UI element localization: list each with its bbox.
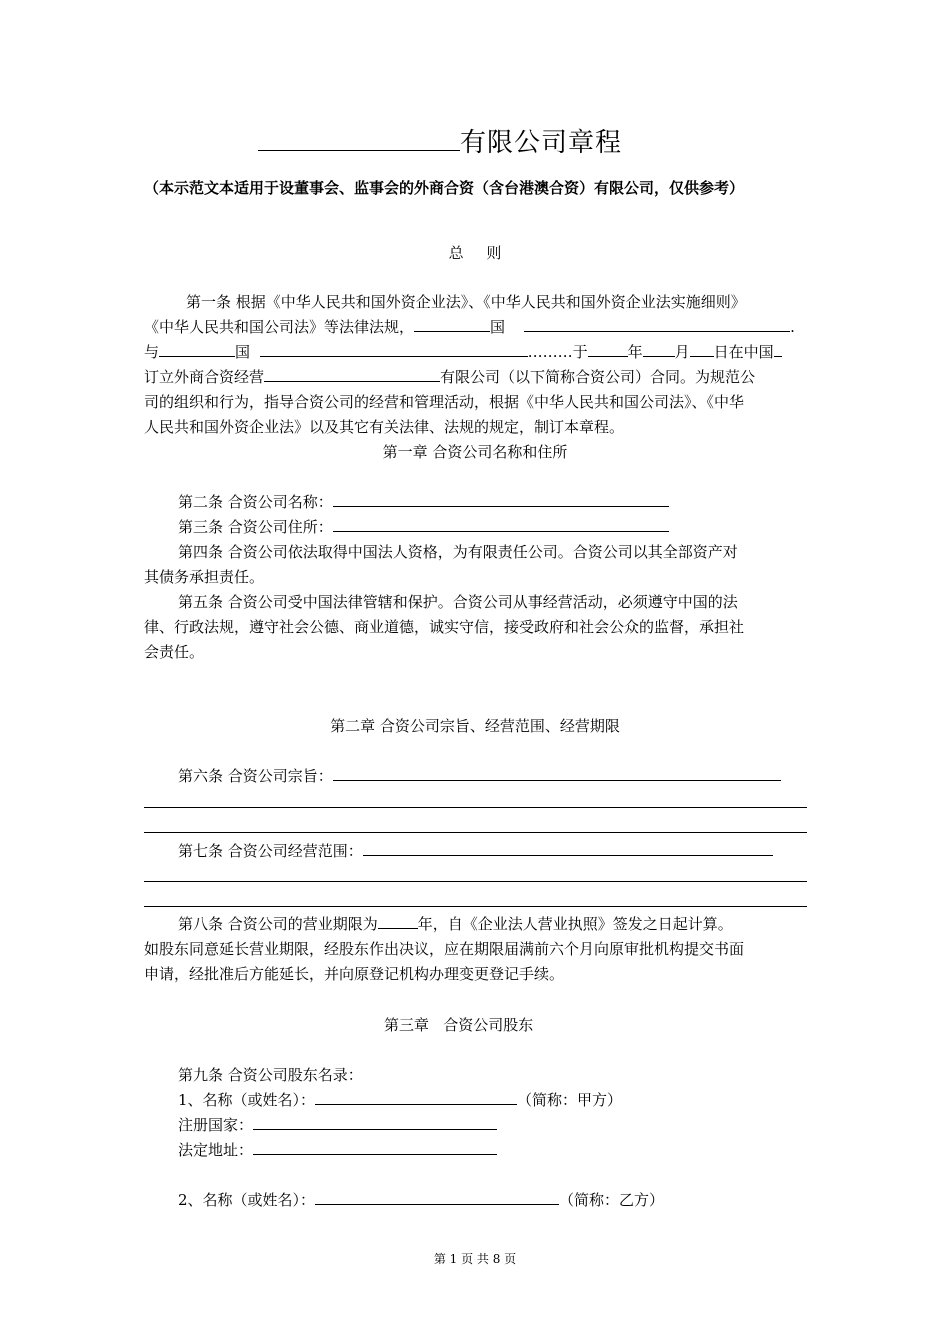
shareholder-2-name-field <box>315 1190 559 1205</box>
article-3: 第三条 合资公司住所： <box>178 516 669 538</box>
party-blank <box>524 317 790 332</box>
scope-field <box>363 841 773 856</box>
document-title: 有限公司章程 <box>258 112 622 159</box>
article-8-line-2: 如股东同意延长营业期限，经股东作出决议，应在期限届满前六个月向原审批机构提交书面 <box>144 940 745 958</box>
company-blank <box>264 367 440 382</box>
article-9: 第九条 合资公司股东名录： <box>178 1066 363 1084</box>
article-8-line-3: 申请，经批准后方能延长，并向原登记机构办理变更登记手续。 <box>144 965 565 983</box>
article-8-line-1: 第八条 合资公司的营业期限为 年，自《企业法人营业执照》签发之日起计算。 <box>178 915 733 933</box>
shareholder-1-address-field <box>253 1140 497 1155</box>
article-2: 第二条 合资公司名称： <box>178 491 669 513</box>
document-subtitle: （本示范文本适用于设董事会、监事会的外商合资（含台港澳合资）有限公司，仅供参考） <box>144 179 745 197</box>
article-1-line-1: 第一条 根据《中华人民共和国外资企业法》、《中华人民共和国外资企业法实施细则》 <box>186 293 746 311</box>
shareholder-1-country: 注册国家： <box>178 1114 497 1136</box>
chapter-3-heading: 第三章 合资公司股东 <box>384 1016 534 1034</box>
article-5-line-3: 会责任。 <box>144 643 205 661</box>
scope-line <box>144 906 807 907</box>
day-blank <box>690 342 714 357</box>
scope-line <box>144 881 807 882</box>
article-1-line-5: 司的组织和行为，指导合资公司的经营和管理活动，根据《中华人民共和国公司法》、《中华 <box>144 393 745 411</box>
chapter-2-heading: 第二章 合资公司宗旨、经营范围、经营期限 <box>330 717 620 735</box>
purpose-field <box>333 766 781 781</box>
purpose-line <box>144 807 807 808</box>
article-7: 第七条 合资公司经营范围： <box>178 840 773 862</box>
article-1-line-3: 与 国 ………于 年 月 日在中国 <box>144 341 782 363</box>
article-5-line-1: 第五条 合资公司受中国法律管辖和保护。合资公司从事经营活动，必须遵守中国的法 <box>178 593 738 611</box>
article-4-line-2: 其债务承担责任。 <box>144 568 265 586</box>
shareholder-2-name: 2、名称（或姓名）： （简称：乙方） <box>178 1191 665 1209</box>
article-1-line-2: 《中华人民共和国公司法》等法律法规， 国 . <box>144 318 795 336</box>
chapter-1-heading: 第一章 合资公司名称和住所 <box>382 443 568 461</box>
article-4-line-1: 第四条 合资公司依法取得中国法人资格，为有限责任公司。合资公司以其全部资产对 <box>178 543 738 561</box>
term-years-blank <box>378 914 418 929</box>
shareholder-1-address: 法定地址： <box>178 1139 497 1161</box>
country-blank <box>414 317 490 332</box>
article-5-line-2: 律、行政法规，遵守社会公德、商业道德，诚实守信，接受政府和社会公众的监督，承担社 <box>144 618 745 636</box>
year-blank <box>588 342 628 357</box>
section-heading-general: 总 则 <box>448 244 502 262</box>
purpose-line <box>144 832 807 833</box>
company-name-field <box>333 492 669 507</box>
country-blank <box>159 342 235 357</box>
article-1-line-4: 订立外商合资经营 有限公司（以下简称合资公司）合同。为规范公 <box>144 368 756 386</box>
shareholder-1-country-field <box>253 1115 497 1130</box>
shareholder-1-name-field <box>315 1090 517 1105</box>
party-blank <box>260 342 528 357</box>
company-address-field <box>333 517 669 532</box>
company-name-blank <box>258 112 460 151</box>
shareholder-1-name: 1、名称（或姓名）： （简称：甲方） <box>178 1091 623 1109</box>
article-1-line-6: 人民共和国外资企业法》以及其它有关法律、法规的规定，制订本章程。 <box>144 418 625 436</box>
article-6: 第六条 合资公司宗旨： <box>178 765 781 787</box>
month-blank <box>643 342 675 357</box>
page-number: 第 1 页 共 8 页 <box>433 1252 517 1266</box>
